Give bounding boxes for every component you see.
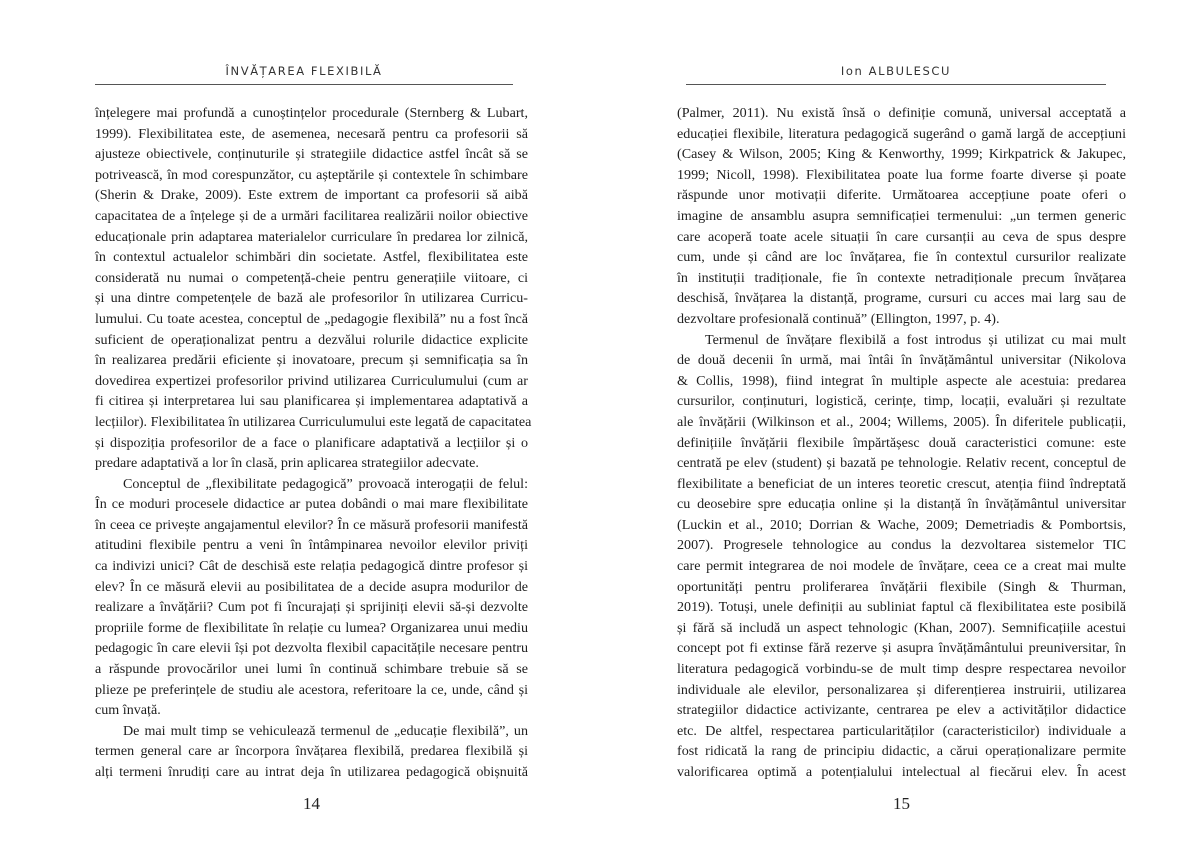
text-line: educației flexibile, literatura pedagogică sugerând o gamă largă de accepțiuni: [677, 125, 1126, 142]
text-line: de două decenii în urmă, mai întâi în învățământul universitar (Nikolova: [677, 352, 1126, 369]
text-line: (Casey & Wilson, 2005; King & Kenworthy, 1999; Kirkpatrick & Jakupec,: [677, 146, 1126, 163]
text-line: ajusteze obiectivele, conținuturile și strategiile didactice astfel încât să se: [95, 146, 528, 163]
text-line: atitudini flexibile pentru a veni în întâmpinarea nevoilor elevilor priviți: [95, 537, 528, 554]
paragraph: [677, 330, 1126, 783]
text-line: literatura pedagogică vorbindu-se de mult timp despre respectarea nevoilor: [677, 661, 1126, 678]
text-line: termen general care ar încorpora învățarea flexibilă, predarea flexibilă și: [95, 743, 528, 760]
text-line: înțelegere mai profundă a cunoștințelor procedurale (Sternberg & Lubart,: [95, 105, 528, 121]
text-line: capacitatea de a înțelege și de a urmări facilitarea realizării noilor obiective: [95, 207, 528, 224]
right-page: [600, 0, 1200, 865]
paragraph: [95, 721, 528, 783]
running-header-left: ÎNVĂȚAREA FLEXIBILĂ: [225, 64, 383, 78]
text-line: răspunde unor motivații diferite. Următoarea accepțiune poate oferi o: [677, 187, 1126, 204]
text-line: oportunități pentru proliferarea învățării flexibile (Singh & Thurman,: [677, 578, 1126, 595]
text-line: etc. De altfel, respectarea particularităților (caracteristicilor) individuale a: [677, 722, 1126, 739]
text-line: a răspunde provocărilor unei lumi în continuă schimbare trebuie să se: [95, 661, 528, 678]
text-line: suficient de operaționalizat pentru a dezvălui rolurile didactice explicite: [95, 331, 528, 348]
text-line: (Palmer, 2011). Nu există însă o definiție comună, universal acceptată a: [677, 105, 1126, 121]
text-line: & Collis, 1998), fiind integrat în multiple aspecte ale acestuia: predarea: [677, 372, 1126, 389]
text-line: ale învățării (Wilkinson et al., 2004; Willems, 2005). În diferitele publicații,: [677, 413, 1126, 430]
text-line: potrivească, în mod corespunzător, cu așteptările și contextele în schimbare: [95, 166, 528, 183]
text-line: (Sherin & Drake, 2009). Este extrem de important ca profesorii să aibă: [95, 187, 528, 204]
text-line: în contextul actualelor schimbări din societate. Astfel, flexibilitatea este: [95, 249, 528, 266]
text-line: (Luckin et al., 2010; Dorrian & Wache, 2009; Demetriadis & Pombortsis,: [677, 516, 1126, 533]
text-line: 2019). Totuși, unele definiții au subliniat faptul că flexibilitatea este posibilă: [677, 599, 1126, 616]
text-line: considerată nu numai o competență-cheie pentru generațiile viitoare, ci: [95, 269, 528, 286]
text-line: și una dintre competențele de bază ale profesorilor în utilizarea Curricu-: [95, 290, 528, 307]
text-line: strategiilor didactice activizante, centrarea pe elev a activităților didactice: [677, 702, 1126, 719]
text-line: și fără să includă un aspect tehnologic (Khan, 2007). Semnificațiile acestui: [677, 619, 1126, 636]
page-number-right: 15: [893, 794, 910, 813]
text-line: fi citirea și interpretarea lui sau planificarea și implementarea adaptativă a: [95, 393, 528, 410]
text-line: alți termeni înrudiți care au intrat deja în utilizarea pedagogică obișnuită: [95, 764, 528, 780]
paragraph: [95, 474, 528, 721]
text-line: În ce moduri procesele didactice ar putea dobândi o mai mare flexibilitate: [95, 496, 528, 513]
text-line: plieze pe preferințele de studiu ale acestora, referitoare la ce, unde, când și: [95, 681, 528, 698]
text-line: definițiile învățării flexibile împărtășesc două caracteristici comune: este: [677, 434, 1126, 451]
right-page-body: [677, 103, 1126, 783]
left-page-body: [95, 103, 532, 783]
header-rule-left: [95, 84, 513, 85]
text-line: realizare a învățării? Cum pot fi încurajați și sprijiniți elevii să-și dezvolte: [95, 599, 528, 616]
text-line: lecțiilor). Flexibilitatea în utilizarea Curriculumului este legată de capacitatea: [95, 413, 532, 430]
text-line: predare adaptativă a lor în clasă, prin aplicarea strategiilor adecvate.: [95, 455, 479, 472]
text-line: concept pot fi extinse fără rezerve și asupra învățământului preuniversitar, în: [677, 640, 1126, 657]
text-line: dovedirea expertizei profesorilor privind utilizarea Curriculumului (cum ar: [95, 372, 528, 389]
header-rule-right: [686, 84, 1106, 85]
page-number-left: 14: [303, 794, 320, 813]
running-header-right: Ion ALBULESCU: [840, 64, 952, 78]
text-line: cum învață.: [95, 702, 161, 719]
text-line: De mai mult timp se vehiculează termenul de „educație flexibilă”, un: [123, 722, 528, 739]
text-line: propriile forme de flexibilitate în relație cu lumea? Organizarea unui mediu: [95, 619, 528, 636]
text-line: în instituții tradiționale, fie în contexte netradiționale precum învățarea: [677, 269, 1126, 286]
text-line: și dispoziția profesorilor de a face o planificare adaptativă a lecțiilor și o: [95, 434, 528, 451]
text-line: Conceptul de „flexibilitate pedagogică” provoacă interogații de felul:: [123, 475, 528, 492]
text-line: care permit integrarea de noi modele de învățare, ceea ce a creat mai multe: [677, 558, 1126, 575]
text-line: fost ridicată la rang de principiu didactic, a cărui operaționalizare permite: [677, 743, 1126, 760]
text-line: individuale ale elevilor, personalizarea și diferențierea instruirii, utilizarea: [677, 681, 1126, 698]
text-line: 1999). Flexibilitatea este, de asemenea, necesară pentru ca profesorii să: [95, 125, 528, 142]
text-line: flexibilitate a beneficiat de un interes teoretic crescut, atenția fiind îndreptată: [677, 475, 1126, 492]
text-line: dezvoltare profesională continuă” (Ellington, 1997, p. 4).: [677, 310, 1000, 327]
text-line: Termenul de învățare flexibilă a fost introdus și utilizat cu mai mult: [705, 331, 1126, 348]
text-line: valorificarea optimă a potențialului intelectual al fiecărui elev. În acest: [677, 764, 1126, 780]
text-line: centrată pe elev (student) și bazată pe tehnologie. Relativ recent, conceptul de: [677, 455, 1126, 472]
paragraph: [95, 103, 532, 474]
text-line: elev? În ce măsură elevii au posibilitatea de a decide asupra modurilor de: [95, 578, 528, 595]
text-line: care acoperă toate acele situații în care cursanții au ceva de spus despre: [677, 228, 1126, 245]
text-line: în realizarea predării eficiente și inovatoare, precum și semnificația sa în: [95, 352, 528, 369]
text-line: pedagogic în care elevii își pot dezvolta flexibil capacitățile necesare pentru: [95, 640, 528, 657]
text-line: lumului. Cu toate acestea, conceptul de „pedagogie flexibilă” nu a fost încă: [95, 310, 528, 327]
text-line: 1999; Nicoll, 1998). Flexibilitatea poate lua forme foarte diverse și poate: [677, 166, 1126, 183]
text-line: imagine de ansamblu asupra semnificației termenului: „un termen generic: [677, 207, 1126, 224]
paragraph: [677, 103, 1126, 330]
text-line: cursurilor, conținuturi, logistică, cerințe, timp, locații, evaluări și rezultate: [677, 393, 1126, 410]
text-line: cu deosebire spre educația online și la distanță în învățământul universitar: [677, 496, 1126, 513]
text-line: deschisă, învățarea la distanță, programe, cursuri cu acces mai larg sau de: [677, 290, 1126, 307]
text-line: educaționale prin adaptarea materialelor curriculare în predarea lor zilnică,: [95, 228, 528, 245]
text-line: cum, unde și când are loc învățarea, fie în contextul cursurilor realizate: [677, 249, 1126, 266]
text-line: ca indivizi unici? Cât de deschisă este relația pedagogică dintre profesor și: [95, 558, 528, 575]
text-line: în ceea ce privește angajamentul elevilor? În ce măsură profesorii manifestă: [95, 516, 528, 533]
text-line: 2007). Progresele tehnologice au condus la dezvoltarea sistemelor TIC: [677, 537, 1126, 554]
